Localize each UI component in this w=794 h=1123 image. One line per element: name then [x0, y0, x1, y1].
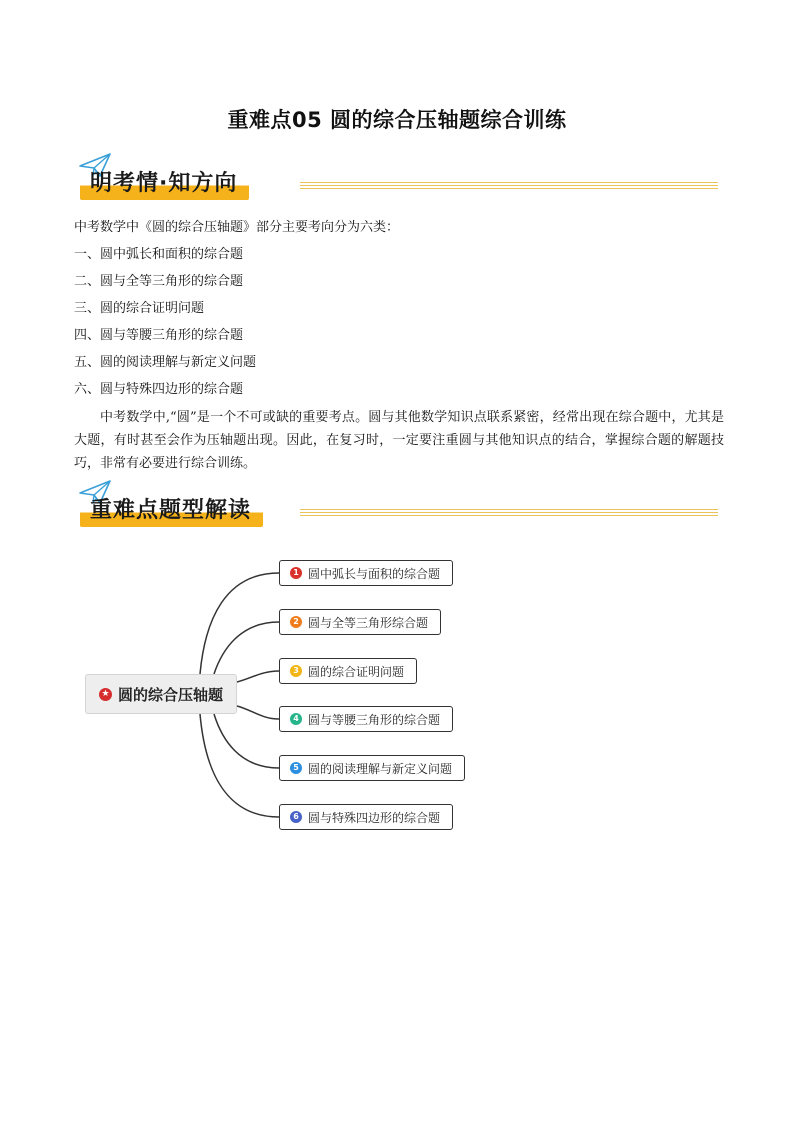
leaf-label: 圆与全等三角形综合题 [308, 615, 429, 630]
mindmap [0, 540, 794, 850]
summary-paragraph: 中考数学中,“圆”是一个不可或缺的重要考点。圆与其他数学知识点联系紧密，经常出现在综合题中，尤其是大题，有时甚至会作为压轴题出现。因此，在复习时，一定要注重圆与其他知识点的结合，掌握综合题的解题技巧，非常有必要进行综合训练。 [74, 410, 724, 471]
mindmap-leaf-node [279, 560, 453, 586]
exam-trend-list [74, 218, 724, 407]
leaf-label: 圆的阅读理解与新定义问题 [308, 761, 453, 776]
mindmap-leaf-node [279, 804, 453, 830]
document-title: 重难点05 圆的综合压轴题综合训练 [227, 108, 567, 132]
mindmap-leaf-node [279, 658, 417, 684]
root-node-label: 圆的综合压轴题 [117, 685, 223, 704]
list-item: 三、圆的综合证明问题 [74, 301, 205, 316]
connector-line [200, 714, 279, 817]
decorative-rule [300, 509, 718, 516]
number-badge-icon: 6 [290, 811, 302, 823]
intro-sentence: 中考数学中《圆的综合压轴题》部分主要考向分为六类： [74, 220, 400, 235]
list-item: 一、圆中弧长和面积的综合题 [74, 247, 244, 262]
leaf-label: 圆中弧长与面积的综合题 [308, 566, 441, 581]
list-item: 四、圆与等腰三角形的综合题 [74, 328, 244, 343]
section-banner [80, 495, 263, 527]
star-icon: ★ [99, 688, 112, 701]
connector-line [237, 671, 279, 682]
mindmap-leaf-node [279, 755, 465, 781]
leaf-label: 圆与等腰三角形的综合题 [308, 712, 441, 727]
leaf-label: 圆与特殊四边形的综合题 [308, 810, 441, 825]
decorative-rule [300, 182, 718, 189]
connector-line [214, 714, 279, 768]
mindmap-leaf-node [279, 706, 453, 732]
number-badge-icon: 5 [290, 762, 302, 774]
mindmap-leaf-node [279, 609, 441, 635]
number-badge-icon: 3 [290, 665, 302, 677]
section-heading-text: 重难点题型解读 [90, 498, 252, 523]
number-badge-icon: 1 [290, 567, 302, 579]
list-item: 六、圆与特殊四边形的综合题 [74, 382, 244, 397]
mindmap-root-node [85, 674, 237, 714]
list-item: 五、圆的阅读理解与新定义问题 [74, 355, 257, 370]
list-item: 二、圆与全等三角形的综合题 [74, 274, 244, 289]
section-heading-key-types [78, 479, 718, 535]
number-badge-icon: 4 [290, 713, 302, 725]
leaf-label: 圆的综合证明问题 [308, 664, 405, 679]
connector-line [214, 622, 279, 674]
section-heading-exam-trends [78, 152, 718, 208]
connector-line [237, 706, 279, 719]
number-badge-icon: 2 [290, 616, 302, 628]
section-heading-text: 明考情·知方向 [90, 171, 238, 196]
section-banner [80, 168, 249, 200]
